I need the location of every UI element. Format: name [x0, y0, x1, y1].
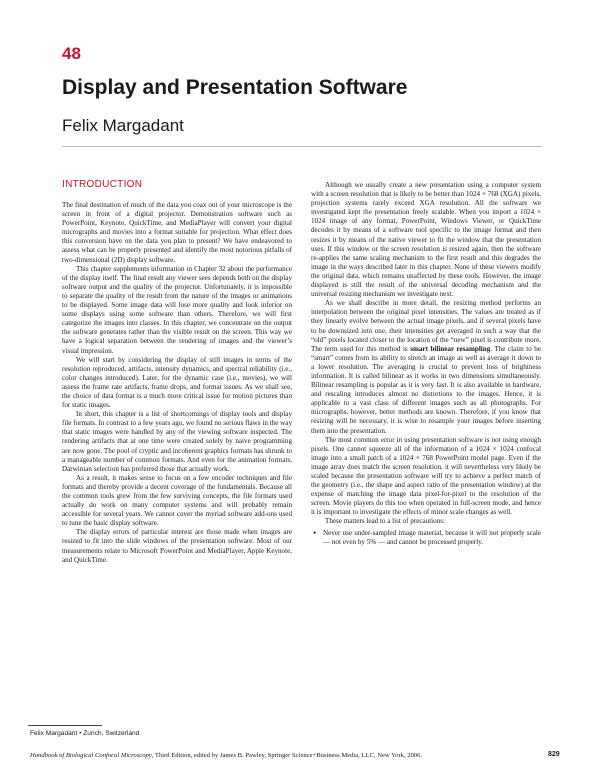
body-paragraph: As a result, it makes sense to focus on a few encoder techniques and file formats and thereby provide a decent coverage of the fundamentals. Because all the common tools grew from the few surviving concepts, the file formats used actually do work on many computer systems and will probably remain accessible for several years. We cannot cover the myriad software add-ons used to tune the basic display software.	[62, 473, 292, 528]
chapter-number: 48	[62, 44, 81, 63]
body-paragraph: Although we usually create a new presentation using a computer system with a screen resolution that is likely to be better than 1024 × 768 (XGA) pixels, projection systems rarely exceed XGA resolution. All the software we investigated kept the presentation freely scalable. When you import a 1024 × 1024 image of any format, PowerPoint, Windows Viewer, or QuickTime decodes it by means of a software tool specific to the image format and then resizes it by means of the native viewer to fit the window that the presentation uses. If this window or the screen resolution is resized again, then the software re-applies the same scaling mechanism to the first result and this degrades the image in the ways described later in this chapter. None of these viewers modify the original data, which remains unaffected by these tools. However, the image displayed is still the result of the universal decoding mechanism and the universal resizing mechanism we investigate next.	[311, 181, 541, 299]
chapter-title: Display and Presentation Software	[62, 76, 408, 99]
list-item: • Never use under-sampled image material, because it will not properly scale — not even by 5% — and cannot be processed properly.	[311, 529, 541, 547]
chapter-author: Felix Margadant	[62, 116, 184, 135]
page-number: 829	[548, 751, 560, 758]
precautions-list	[311, 529, 541, 547]
right-column	[311, 181, 541, 547]
body-paragraph: The display errors of particular interest are those made when images are resized to fit into the slide windows of the presentation software. Most of our measurements relate to Microsoft PowerPoint and MediaPlayer, Apple Keynote, and QuickTime.	[62, 528, 292, 564]
body-paragraph: The final destination of much of the data you coax out of your microscope is the screen in front of a digital projector. Demonstration software such as PowerPoint, Keynote, QuickTime, and MediaPlayer will convert your digital micrographs and movies into a format suitable for projection. What effect does this conversion have on the data you plan to present? We have endeavored to assess what can be properly presented and identify the most notorious pitfalls of two-dimensional (2D) display software.	[62, 201, 292, 264]
book-citation	[30, 752, 422, 759]
title-divider	[62, 146, 542, 147]
body-paragraph: These matters lead to a list of precautions:	[325, 517, 445, 526]
body-paragraph: The most common error in using presentation software is not using enough pixels. One cannot squeeze all of the information of a 1024 × 1024 confocal image into a small patch of a 1024 × 768 PowerPoint model page. Even if the image array does match the screen resolution, it will nevertheless very likely be scaled because the presentation software will try to achieve a perfect match of the geometry (i.e., the shape and aspect ratio of the presentation window) at the expense of matching the image data pixel-for-pixel to the resolution of the screen. Movie players do this too when operated in full-screen mode, and hence it is important to investigate the effects of minor scale changes as well.	[311, 435, 541, 517]
body-paragraph: We will start by considering the display of still images in terms of the resolution reproduced, artifacts, intensity dynamics, and spectral reliability (i.e., color changes introduced). Later, for the dynamic case (i.e., movies), we will assess the frame rate artifacts, frame drops, and format issues. As we shall see, the choice of data format is a much more critical issue for motion pictures than for static images.	[62, 355, 292, 410]
body-paragraph	[311, 299, 541, 435]
left-column	[62, 178, 292, 565]
paragraph-text: . The claim to be “smart” comes from its ability to stretch an image as well as average it down to a lower resolution. The averaging is crucial to prevent loss of brightness information. It is called bilinear as it works in two dimensions simultaneously. Bilinear resampling is popular as it is very fast. It is also available in hardware, and rescaling introduces almost no distortions to the images. Hence, it is applicable to a vast class of different images such as all photographs. For micrographs, however, better methods are known. Therefore, if you know that resizing will be necessary, it is wise to resample your images before inserting them into the presentation.	[311, 344, 541, 435]
key-term: smart bilinear resampling	[410, 344, 491, 353]
footnote-divider	[28, 725, 102, 726]
citation-title: Handbook of Biological Confocal Microscopy	[30, 752, 152, 759]
body-paragraph: This chapter supplements information in Chapter 32 about the performance of the display itself. The final result any viewer sees depends both on the display software output and the quality of the projector. Unfortunately, it is impossible to separate the quality of the result from the nature of the images or animations to be displayed. Some image data will lose more quality and look inferior on some displays using some software than others. Therefore, we will first categorize the images into classes. In this chapter, we concentrate on the output the software generates rather than the visible result on the screen. This way we have a logical separation between the rendering of images and the viewer’s visual impression.	[62, 264, 292, 355]
section-heading-introduction: INTRODUCTION	[62, 179, 143, 190]
paragraph-text: As we shall describe in more detail, the resizing method performs an interpolation between the original pixel intensities. The values are treated as if they linearly evolve between the actual image pixels, and if several pixels have to be downsized into one, their intensities get averaged in such a way that the “old” pixels located closer to the location of the “new” pixel is contribute more. The term used for this method is	[311, 299, 541, 353]
citation-details: , Third Edition, edited by James B. Pawley, Springer Science+Business Media, LLC, New York, 2006.	[151, 752, 423, 759]
body-paragraph: In short, this chapter is a list of shortcomings of display tools and display file formats. In contrast to a few years ago, we found no serious flaws in the way that static images were handled by any of the viewing software inspected. The rendering artifacts that at one time were created solely by naive programming are now gone. The pool of cryptic and incoherent graphics formats has shrunk to a manageable number of common formats. And even for the animation formats, Darwinian selection has preferred those that actually work.	[62, 410, 292, 473]
author-affiliation: Felix Margadant • Zurich, Switzerland	[30, 730, 140, 737]
